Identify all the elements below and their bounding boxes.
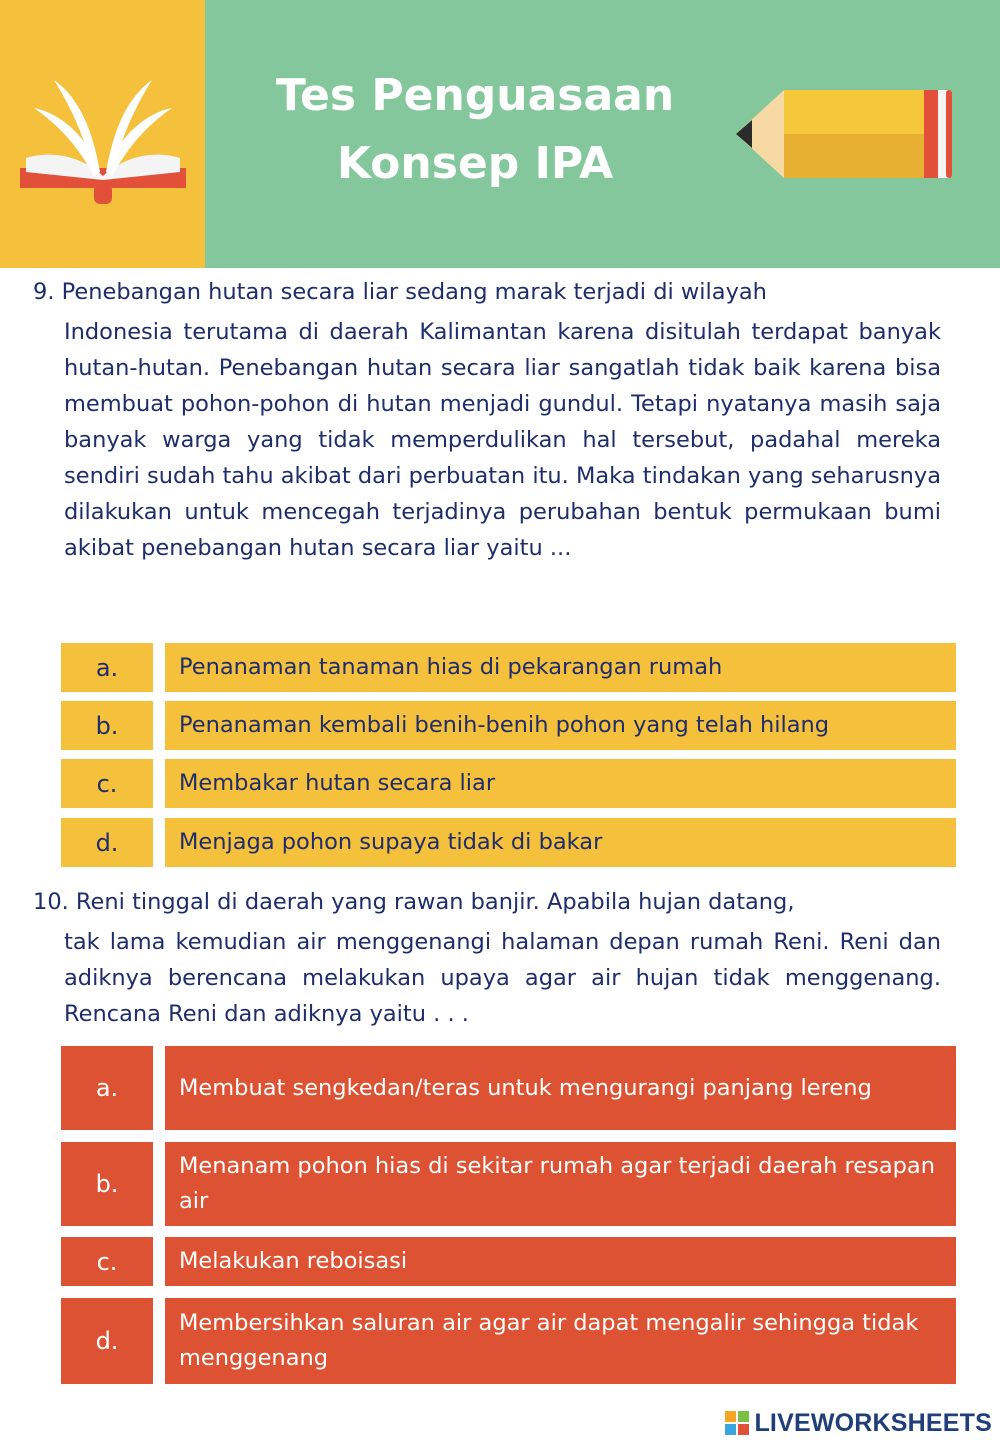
open-book-icon xyxy=(16,72,190,208)
option-text: Membakar hutan secara liar xyxy=(165,759,956,808)
pencil-icon xyxy=(732,84,954,184)
option-text: Menjaga pohon supaya tidak di bakar xyxy=(165,818,956,867)
question-9 xyxy=(33,274,941,566)
q9-option-c[interactable] xyxy=(61,759,956,808)
liveworksheets-brand xyxy=(724,1406,992,1440)
title-line-1: Tes Penguasaan xyxy=(275,70,675,121)
option-letter: b. xyxy=(61,701,153,750)
option-text: Membuat sengkedan/teras untuk mengurangi panjang lereng xyxy=(165,1046,956,1130)
page-title xyxy=(205,62,745,198)
q9-option-d[interactable] xyxy=(61,818,956,867)
question-9-body: Indonesia terutama di daerah Kalimantan karena disitulah terdapat banyak hutan-hutan. Penebangan hutan secara liar sangatlah tidak baik karena bisa membuat pohon-pohon di hutan menjadi gundul. Tetapi nyatanya masih saja banyak warga yang tidak memperdulikan hal tersebut, padahal mereka sendiri sudah tahu akibat dari perbuatan itu. Maka tindakan yang seharusnya dilakukan untuk mencegah terjadinya perubahan bentuk permukaan bumi akibat penebangan hutan secara liar yaitu ... xyxy=(64,319,941,561)
liveworksheets-logo-icon xyxy=(724,1410,750,1436)
option-letter: a. xyxy=(61,1046,153,1130)
q9-option-a[interactable] xyxy=(61,643,956,692)
option-letter: c. xyxy=(61,1237,153,1286)
option-letter: a. xyxy=(61,643,153,692)
q10-option-c[interactable] xyxy=(61,1237,956,1286)
option-letter: c. xyxy=(61,759,153,808)
option-text: Membersihkan saluran air agar air dapat mengalir sehingga tidak menggenang xyxy=(165,1298,956,1384)
question-10 xyxy=(33,884,941,1032)
question-10-body: tak lama kemudian air menggenangi halaman depan rumah Reni. Reni dan adiknya berencana melakukan upaya agar air hujan tidak menggenang. Rencana Reni dan adiknya yaitu . . . xyxy=(64,929,941,1027)
q9-option-b[interactable] xyxy=(61,701,956,750)
title-line-2: Konsep IPA xyxy=(336,138,614,189)
q10-option-a[interactable] xyxy=(61,1046,956,1130)
option-letter: b. xyxy=(61,1142,153,1226)
q10-option-d[interactable] xyxy=(61,1298,956,1384)
option-letter: d. xyxy=(61,1298,153,1384)
option-letter: d. xyxy=(61,818,153,867)
option-text: Penanaman kembali benih-benih pohon yang telah hilang xyxy=(165,701,956,750)
question-10-first-line: 10. Reni tinggal di daerah yang rawan banjir. Apabila hujan datang, xyxy=(33,889,795,915)
question-9-first-line: 9. Penebangan hutan secara liar sedang marak terjadi di wilayah xyxy=(33,279,767,305)
option-text: Menanam pohon hias di sekitar rumah agar terjadi daerah resapan air xyxy=(165,1142,956,1226)
option-text: Melakukan reboisasi xyxy=(165,1237,956,1286)
option-text: Penanaman tanaman hias di pekarangan rumah xyxy=(165,643,956,692)
brand-text: LIVEWORKSHEETS xyxy=(754,1408,992,1437)
q10-option-b[interactable] xyxy=(61,1142,956,1226)
